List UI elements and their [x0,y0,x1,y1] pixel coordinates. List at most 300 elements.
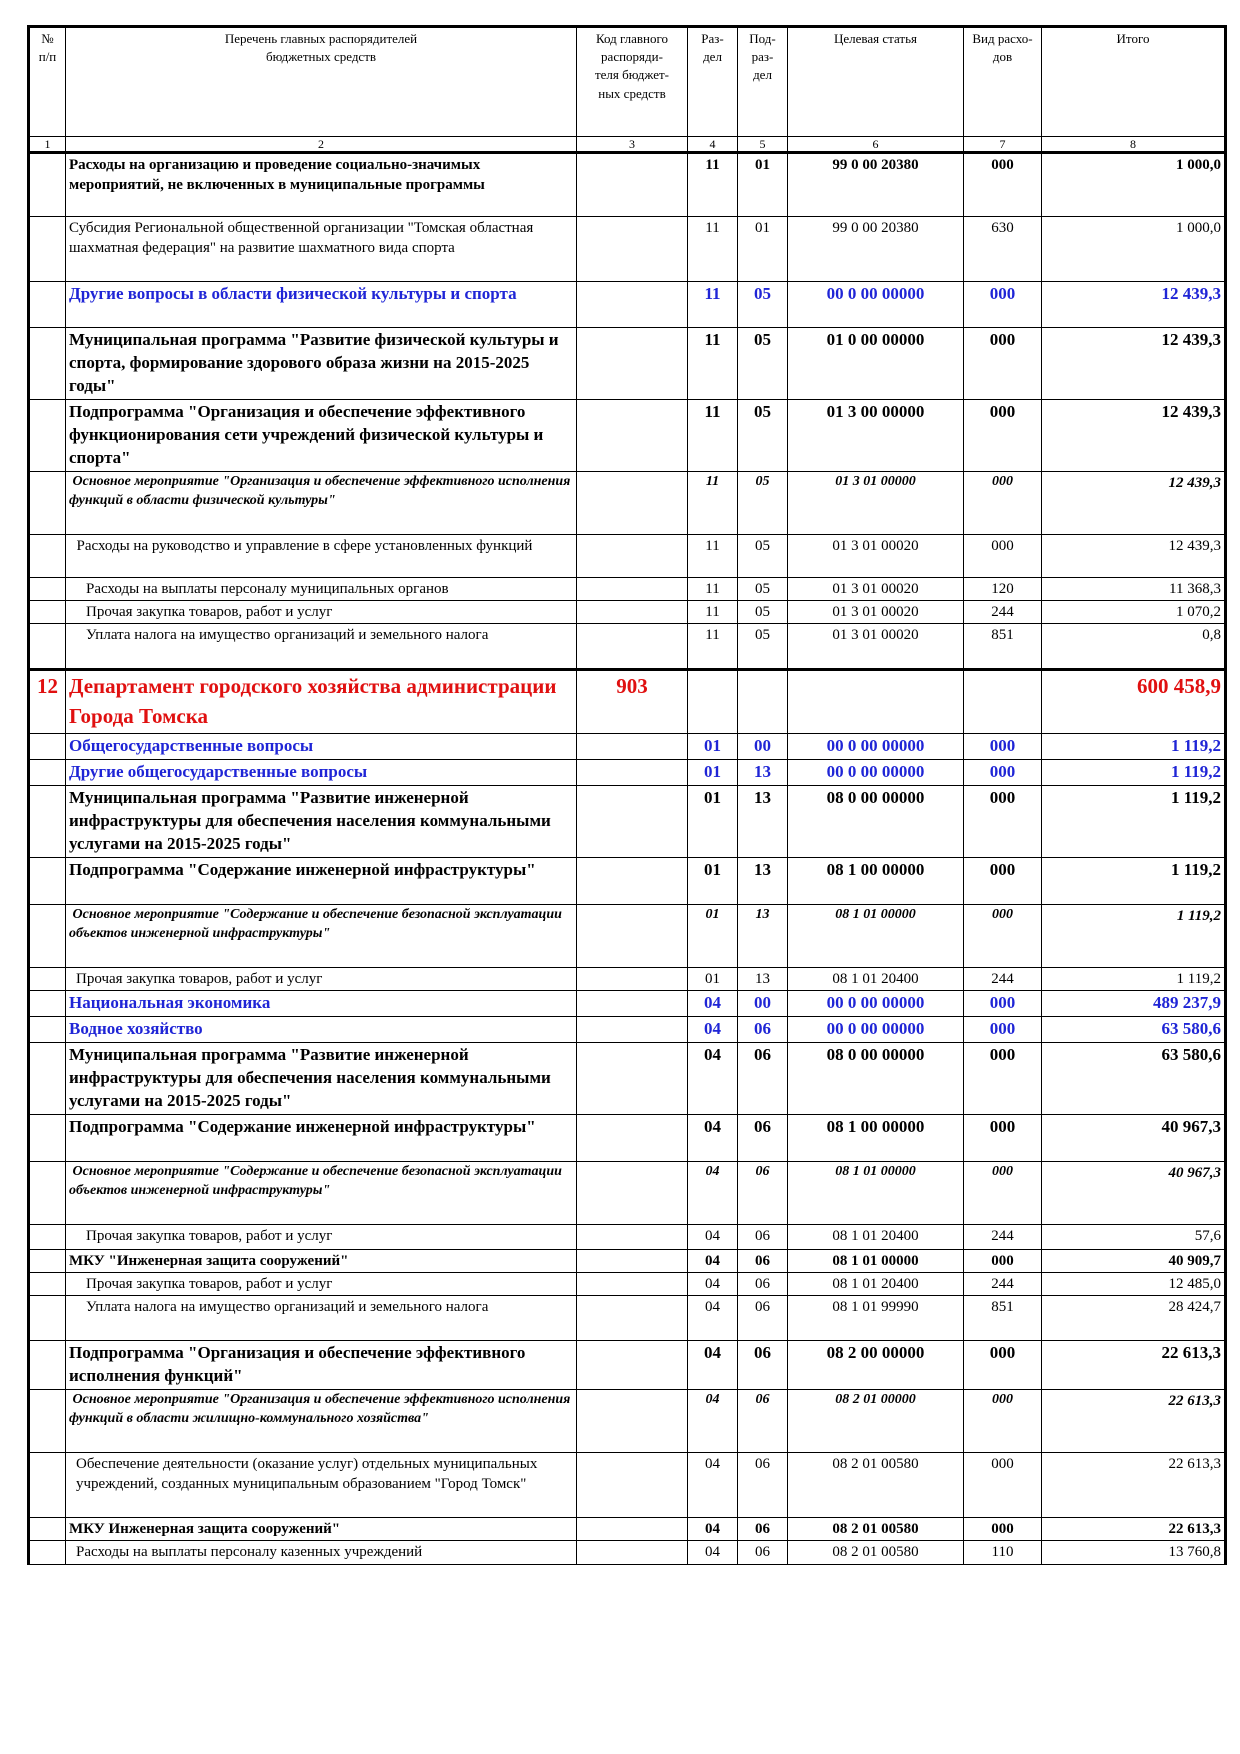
row-target-article: 00 0 00 00000 [788,760,964,786]
header-cs-label: Целевая статья [833,31,917,46]
row-total: 1 119,2 [1042,786,1226,858]
row-number [29,1249,66,1272]
row-code [577,1042,688,1114]
row-code [577,1161,688,1224]
row-podrazdel: 13 [738,786,788,858]
row-name: Уплата налога на имущество организаций и земельного налога [66,1296,577,1341]
row-podrazdel: 05 [738,624,788,670]
row-expense-type: 000 [964,1390,1042,1453]
row-name: Национальная экономика [66,991,577,1017]
row-expense-type: 000 [964,471,1042,534]
row-code [577,1453,688,1518]
row-podrazdel: 05 [738,471,788,534]
row-target-article: 01 3 01 00020 [788,600,964,623]
row-code [577,153,688,217]
row-razdel: 04 [688,1518,738,1541]
row-code [577,624,688,670]
row-podrazdel: 06 [738,1161,788,1224]
row-total: 13 760,8 [1042,1541,1226,1564]
row-expense-type: 000 [964,153,1042,217]
row-number [29,1296,66,1341]
row-name: Прочая закупка товаров, работ и услуг [66,967,577,990]
colnum-2: 2 [66,137,577,153]
row-target-article: 00 0 00 00000 [788,734,964,760]
row-name: Муниципальная программа "Развитие физической культуры и спорта, формирование здорового образа жизни на 2015-2025 годы" [66,328,577,400]
row-code [577,1224,688,1249]
table-row [29,153,1226,217]
row-target-article: 00 0 00 00000 [788,282,964,328]
row-expense-type: 000 [964,991,1042,1017]
header-code [577,27,688,137]
row-code [577,600,688,623]
row-total: 12 439,3 [1042,328,1226,400]
row-expense-type: 851 [964,1296,1042,1341]
header-pr [738,27,788,137]
table-row [29,1017,1226,1043]
row-name: Обеспечение деятельности (оказание услуг) отдельных муниципальных учреждений, созданных муниципальным образованием "Город Томск" [66,1453,577,1518]
row-podrazdel: 06 [738,1541,788,1564]
row-total: 1 119,2 [1042,857,1226,904]
row-total: 489 237,9 [1042,991,1226,1017]
row-total: 1 000,0 [1042,153,1226,217]
row-target-article: 08 2 01 00580 [788,1518,964,1541]
row-number [29,1017,66,1043]
table-row [29,534,1226,577]
row-razdel: 11 [688,600,738,623]
row-expense-type: 000 [964,734,1042,760]
row-razdel: 04 [688,1390,738,1453]
row-razdel: 04 [688,1273,738,1296]
row-number [29,1518,66,1541]
row-podrazdel: 13 [738,904,788,967]
row-target-article: 08 1 00 00000 [788,1114,964,1161]
row-number [29,991,66,1017]
colnum-3: 3 [577,137,688,153]
row-expense-type: 000 [964,786,1042,858]
row-target-article: 01 3 01 00000 [788,471,964,534]
row-razdel: 04 [688,1042,738,1114]
row-name: Другие общегосударственные вопросы [66,760,577,786]
row-name: Основное мероприятие "Содержание и обеспечение безопасной эксплуатации объектов инженерной инфраструктуры" [66,904,577,967]
row-expense-type: 244 [964,1273,1042,1296]
row-total: 63 580,6 [1042,1042,1226,1114]
row-podrazdel: 06 [738,1273,788,1296]
table-row [29,786,1226,858]
row-number [29,1453,66,1518]
row-name: Подпрограмма "Организация и обеспечение эффективного исполнения функций" [66,1341,577,1390]
table-row [29,1273,1226,1296]
row-code [577,760,688,786]
row-name: Расходы на выплаты персоналу муниципальных органов [66,577,577,600]
row-code [577,734,688,760]
table-row [29,670,1226,734]
row-name: Прочая закупка товаров, работ и услуг [66,600,577,623]
colnum-7: 7 [964,137,1042,153]
row-podrazdel: 06 [738,1341,788,1390]
row-expense-type: 000 [964,1249,1042,1272]
row-code [577,534,688,577]
row-number [29,600,66,623]
row-total: 40 967,3 [1042,1114,1226,1161]
header-name [66,27,577,137]
row-expense-type [964,670,1042,734]
row-target-article: 08 1 01 00000 [788,1249,964,1272]
row-number [29,153,66,217]
row-razdel: 11 [688,471,738,534]
row-razdel: 11 [688,624,738,670]
row-number [29,399,66,471]
row-podrazdel: 06 [738,1453,788,1518]
row-number [29,734,66,760]
row-total: 63 580,6 [1042,1017,1226,1043]
row-code [577,857,688,904]
table-row [29,1296,1226,1341]
row-target-article: 08 2 01 00580 [788,1453,964,1518]
row-code [577,1390,688,1453]
row-name: Подпрограмма "Организация и обеспечение эффективного функционирования сети учреждений физической культуры и спорта" [66,399,577,471]
row-expense-type: 000 [964,1161,1042,1224]
row-code [577,1518,688,1541]
row-target-article: 08 1 01 99990 [788,1296,964,1341]
row-razdel: 04 [688,1224,738,1249]
row-name: Основное мероприятие "Организация и обеспечение эффективного исполнения функций в области физической культуры" [66,471,577,534]
row-total: 1 070,2 [1042,600,1226,623]
row-name: Основное мероприятие "Организация и обеспечение эффективного исполнения функций в области жилищно-коммунального хозяйства" [66,1390,577,1453]
table-row [29,1161,1226,1224]
row-podrazdel: 05 [738,577,788,600]
row-target-article: 01 0 00 00000 [788,328,964,400]
row-razdel: 01 [688,734,738,760]
row-name: Прочая закупка товаров, работ и услуг [66,1273,577,1296]
row-target-article: 00 0 00 00000 [788,991,964,1017]
row-target-article: 08 2 00 00000 [788,1341,964,1390]
row-podrazdel: 06 [738,1390,788,1453]
row-name: Муниципальная программа "Развитие инженерной инфраструктуры для обеспечения населения коммунальными услугами на 2015-2025 годы" [66,786,577,858]
row-razdel: 04 [688,1453,738,1518]
row-target-article: 08 0 00 00000 [788,786,964,858]
row-podrazdel: 05 [738,399,788,471]
row-expense-type: 120 [964,577,1042,600]
row-code [577,1273,688,1296]
row-number: 12 [29,670,66,734]
row-total: 40 909,7 [1042,1249,1226,1272]
row-podrazdel: 06 [738,1296,788,1341]
table-row [29,1541,1226,1564]
header-itog [1042,27,1226,137]
row-name: Расходы на руководство и управление в сфере установленных функций [66,534,577,577]
row-target-article: 01 3 00 00000 [788,399,964,471]
row-total: 12 439,3 [1042,399,1226,471]
table-body [29,153,1226,1565]
row-razdel: 11 [688,534,738,577]
row-total: 12 439,3 [1042,282,1226,328]
row-expense-type: 000 [964,399,1042,471]
row-target-article: 99 0 00 20380 [788,153,964,217]
table-row [29,967,1226,990]
row-number [29,282,66,328]
row-expense-type: 000 [964,760,1042,786]
row-name: Основное мероприятие "Содержание и обеспечение безопасной эксплуатации объектов инженерной инфраструктуры" [66,1161,577,1224]
row-expense-type: 000 [964,1114,1042,1161]
row-razdel: 11 [688,577,738,600]
row-total: 1 119,2 [1042,967,1226,990]
row-code [577,967,688,990]
row-razdel: 01 [688,857,738,904]
row-target-article: 08 1 00 00000 [788,857,964,904]
row-razdel: 04 [688,1114,738,1161]
table-row [29,991,1226,1017]
row-razdel: 04 [688,1341,738,1390]
row-name: МКУ Инженерная защита сооружений" [66,1518,577,1541]
row-total: 22 613,3 [1042,1518,1226,1541]
budget-table [27,25,1227,1565]
row-razdel: 04 [688,1541,738,1564]
header-rz-label: Раз- дел [701,31,724,65]
row-razdel: 11 [688,328,738,400]
row-podrazdel: 01 [738,217,788,282]
row-number [29,534,66,577]
row-code: 903 [577,670,688,734]
row-expense-type: 000 [964,904,1042,967]
row-code [577,1249,688,1272]
colnum-8: 8 [1042,137,1226,153]
row-code [577,1341,688,1390]
row-name: Уплата налога на имущество организаций и земельного налога [66,624,577,670]
header-num [29,27,66,137]
row-number [29,624,66,670]
table-row [29,282,1226,328]
row-number [29,471,66,534]
row-name: Водное хозяйство [66,1017,577,1043]
row-total: 1 119,2 [1042,760,1226,786]
row-razdel: 04 [688,1161,738,1224]
row-code [577,1541,688,1564]
row-number [29,1273,66,1296]
row-podrazdel: 06 [738,1249,788,1272]
row-razdel: 01 [688,904,738,967]
row-number [29,328,66,400]
row-total: 1 000,0 [1042,217,1226,282]
table-row [29,399,1226,471]
row-name: Общегосударственные вопросы [66,734,577,760]
row-total: 40 967,3 [1042,1161,1226,1224]
row-target-article: 08 1 01 20400 [788,1224,964,1249]
row-name: Муниципальная программа "Развитие инженерной инфраструктуры для обеспечения населения коммунальными услугами на 2015-2025 годы" [66,1042,577,1114]
row-podrazdel: 13 [738,967,788,990]
row-total: 22 613,3 [1042,1341,1226,1390]
row-target-article: 01 3 01 00020 [788,624,964,670]
row-code [577,328,688,400]
row-razdel: 04 [688,1296,738,1341]
table-row [29,624,1226,670]
row-expense-type: 000 [964,282,1042,328]
table-row [29,577,1226,600]
row-code [577,217,688,282]
row-total: 22 613,3 [1042,1390,1226,1453]
colnum-5: 5 [738,137,788,153]
row-target-article: 01 3 01 00020 [788,577,964,600]
table-row [29,1453,1226,1518]
row-razdel: 11 [688,399,738,471]
row-expense-type: 000 [964,1017,1042,1043]
row-target-article: 08 2 01 00580 [788,1541,964,1564]
row-podrazdel: 05 [738,282,788,328]
row-number [29,967,66,990]
header-cs [788,27,964,137]
row-code [577,282,688,328]
header-vr-label: Вид расхо- дов [972,31,1033,65]
row-expense-type: 244 [964,967,1042,990]
row-target-article: 08 1 01 00000 [788,904,964,967]
row-razdel: 01 [688,786,738,858]
row-name: Прочая закупка товаров, работ и услуг [66,1224,577,1249]
row-razdel: 01 [688,967,738,990]
column-number-row [29,137,1226,153]
row-number [29,1114,66,1161]
table-row [29,1341,1226,1390]
row-expense-type: 630 [964,217,1042,282]
header-rz [688,27,738,137]
table-row [29,1224,1226,1249]
row-razdel: 01 [688,760,738,786]
row-razdel: 04 [688,1017,738,1043]
table-row [29,1249,1226,1272]
row-name: Подпрограмма "Содержание инженерной инфраструктуры" [66,1114,577,1161]
row-target-article [788,670,964,734]
header-itog-label: Итого [1116,31,1150,46]
table-header [29,27,1226,153]
row-expense-type: 000 [964,1341,1042,1390]
row-number [29,1042,66,1114]
table-row [29,1114,1226,1161]
row-number [29,1161,66,1224]
row-code [577,1017,688,1043]
table-row [29,904,1226,967]
row-podrazdel: 13 [738,857,788,904]
row-total: 600 458,9 [1042,670,1226,734]
row-total: 22 613,3 [1042,1453,1226,1518]
row-razdel: 11 [688,153,738,217]
row-target-article: 01 3 01 00020 [788,534,964,577]
table-row [29,600,1226,623]
row-total: 11 368,3 [1042,577,1226,600]
row-expense-type: 000 [964,1518,1042,1541]
header-name-label: Перечень главных распорядителей бюджетных средств [224,31,418,65]
row-razdel: 04 [688,1249,738,1272]
table-row [29,857,1226,904]
row-expense-type: 000 [964,1042,1042,1114]
row-total: 12 485,0 [1042,1273,1226,1296]
table-row [29,734,1226,760]
row-expense-type: 244 [964,600,1042,623]
row-name: Другие вопросы в области физической культуры и спорта [66,282,577,328]
row-number [29,1341,66,1390]
header-code-label: Код главного распоряди- теля бюджет- ных средств [594,31,670,101]
row-target-article: 08 1 01 00000 [788,1161,964,1224]
row-number [29,1541,66,1564]
row-name: Подпрограмма "Содержание инженерной инфраструктуры" [66,857,577,904]
row-code [577,1114,688,1161]
row-target-article: 08 1 01 20400 [788,1273,964,1296]
table-row [29,1042,1226,1114]
row-number [29,1224,66,1249]
row-podrazdel: 05 [738,534,788,577]
row-razdel [688,670,738,734]
row-total: 1 119,2 [1042,904,1226,967]
row-code [577,786,688,858]
row-podrazdel: 00 [738,991,788,1017]
table-row [29,1518,1226,1541]
table-row [29,471,1226,534]
row-total: 12 439,3 [1042,471,1226,534]
row-code [577,991,688,1017]
row-podrazdel: 06 [738,1042,788,1114]
table-row [29,217,1226,282]
row-total: 28 424,7 [1042,1296,1226,1341]
budget-table-sheet [27,25,1221,1565]
row-target-article: 99 0 00 20380 [788,217,964,282]
row-code [577,1296,688,1341]
row-number [29,217,66,282]
row-razdel: 04 [688,991,738,1017]
row-name: Расходы на организацию и проведение социально-значимых мероприятий, не включенных в муниципальные программы [66,153,577,217]
row-total: 1 119,2 [1042,734,1226,760]
row-number [29,786,66,858]
row-number [29,857,66,904]
colnum-1: 1 [29,137,66,153]
row-podrazdel [738,670,788,734]
row-name: Департамент городского хозяйства администрации Города Томска [66,670,577,734]
row-target-article: 00 0 00 00000 [788,1017,964,1043]
row-number [29,904,66,967]
row-razdel: 11 [688,282,738,328]
row-podrazdel: 06 [738,1224,788,1249]
row-code [577,577,688,600]
row-podrazdel: 13 [738,760,788,786]
row-target-article: 08 2 01 00000 [788,1390,964,1453]
row-podrazdel: 05 [738,328,788,400]
table-row [29,328,1226,400]
colnum-6: 6 [788,137,964,153]
table-row [29,1390,1226,1453]
row-code [577,471,688,534]
header-pr-label: Под- раз- дел [749,31,776,83]
row-code [577,399,688,471]
row-number [29,1390,66,1453]
row-number [29,760,66,786]
row-expense-type: 000 [964,1453,1042,1518]
colnum-4: 4 [688,137,738,153]
row-razdel: 11 [688,217,738,282]
row-expense-type: 000 [964,328,1042,400]
row-podrazdel: 05 [738,600,788,623]
header-num-label: № п/п [38,31,57,65]
row-total: 57,6 [1042,1224,1226,1249]
row-target-article: 08 1 01 20400 [788,967,964,990]
row-podrazdel: 01 [738,153,788,217]
row-podrazdel: 06 [738,1114,788,1161]
row-total: 12 439,3 [1042,534,1226,577]
row-name: МКУ "Инженерная защита сооружений" [66,1249,577,1272]
row-expense-type: 000 [964,857,1042,904]
row-podrazdel: 00 [738,734,788,760]
table-row [29,760,1226,786]
header-vr [964,27,1042,137]
row-number [29,577,66,600]
row-expense-type: 244 [964,1224,1042,1249]
row-expense-type: 000 [964,534,1042,577]
row-name: Субсидия Региональной общественной организации "Томская областная шахматная федерация" на развитие шахматного вида спорта [66,217,577,282]
